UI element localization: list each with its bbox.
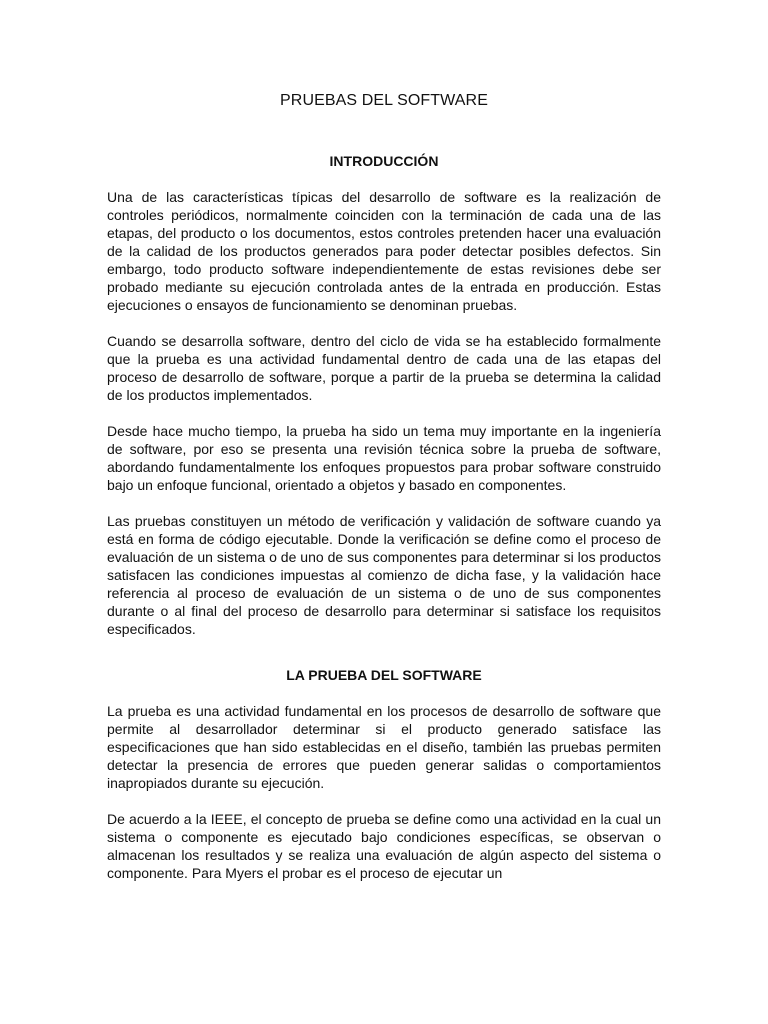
section-heading-la-prueba-del-software: LA PRUEBA DEL SOFTWARE	[286, 667, 482, 683]
paragraph: Una de las características típicas del desarrollo de software es la realización de controles periódicos, normalmente coinciden con la terminación de cada una de las etapas, del producto o los documentos, estos controles pretenden hacer una evaluación de la calidad de los productos generados para poder detectar posibles defectos. Sin embargo, todo producto software independientemente de estas revisiones debe ser probado mediante su ejecución controlada antes de la entrada en producción. Estas ejecuciones o ensayos de funcionamiento se denominan pruebas.	[107, 189, 661, 313]
paragraph: De acuerdo a la IEEE, el concepto de prueba se define como una actividad en la cual un sistema o componente es ejecutado bajo condiciones específicas, se observan o almacenan los resultados y se realiza una evaluación de algún aspecto del sistema o componente. Para Myers el probar es el proceso de ejecutar un	[107, 811, 661, 881]
section-introduccion	[107, 152, 661, 638]
paragraph: Desde hace mucho tiempo, la prueba ha sido un tema muy importante en la ingeniería de software, por eso se presenta una revisión técnica sobre la prueba de software, abordando fundamentalmente los enfoques propuestos para probar software construido bajo un enfoque funcional, orientado a objetos y basado en componentes.	[107, 423, 661, 493]
paragraph: Las pruebas constituyen un método de verificación y validación de software cuando ya está en forma de código ejecutable. Donde la verificación se define como el proceso de evaluación de un sistema o de uno de sus componentes para determinar si los productos satisfacen las condiciones impuestas al comienzo de dicha fase, y la validación hace referencia al proceso de evaluación de un sistema o de uno de sus componentes durante o al final del proceso de desarrollo para determinar si satisface los requisitos especificados.	[107, 513, 661, 637]
section-la-prueba-del-software	[107, 666, 661, 882]
section-heading-introduccion: INTRODUCCIÓN	[329, 153, 439, 169]
paragraph: La prueba es una actividad fundamental en los procesos de desarrollo de software que permite al desarrollador determinar si el producto generado satisface las especificaciones que han sido establecidas en el diseño, también las pruebas permiten detectar la presencia de errores que pueden generar salidas o comportamientos inapropiados durante su ejecución.	[107, 703, 661, 791]
document-title: PRUEBAS DEL SOFTWARE	[280, 92, 488, 109]
document-page	[107, 89, 661, 882]
paragraph: Cuando se desarrolla software, dentro del ciclo de vida se ha establecido formalmente que la prueba es una actividad fundamental dentro de cada una de las etapas del proceso de desarrollo de software, porque a partir de la prueba se determina la calidad de los productos implementados.	[107, 333, 661, 403]
